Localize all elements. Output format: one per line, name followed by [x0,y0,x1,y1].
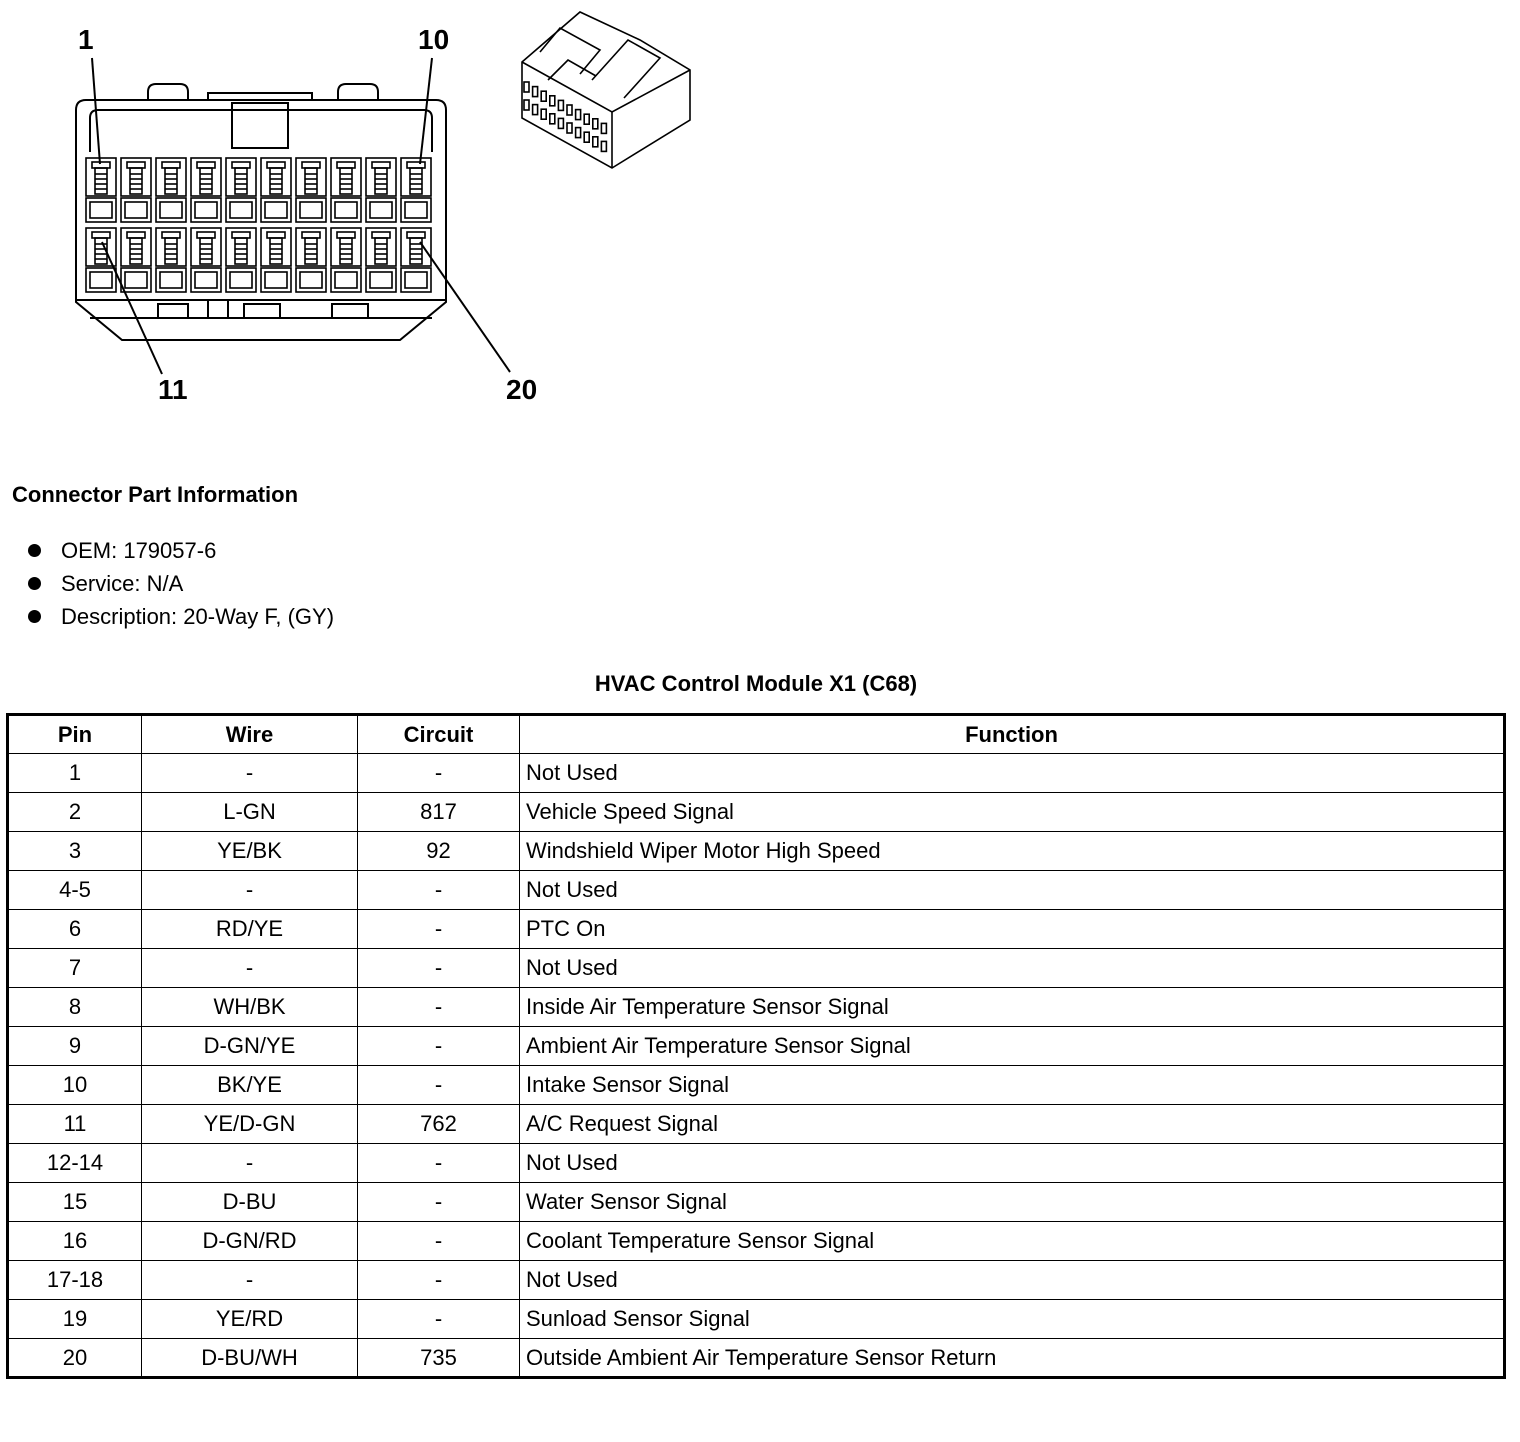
cell-wire: D-GN/YE [142,1027,358,1066]
pin-cavity [86,228,116,266]
table-row [8,1144,1505,1183]
table-row [8,1339,1505,1378]
table-row [8,1105,1505,1144]
pin-cavity [331,158,361,196]
header-wire: Wire [142,715,358,754]
part-info-description [28,600,334,633]
table-row [8,871,1505,910]
cell-function: Not Used [520,949,1505,988]
cell-circuit: 92 [358,832,520,871]
pin-cavity [86,158,116,196]
header-function: Function [520,715,1505,754]
pin-label-1: 1 [78,24,94,55]
cell-function: Sunload Sensor Signal [520,1300,1505,1339]
cell-circuit: - [358,1183,520,1222]
cell-function: PTC On [520,910,1505,949]
cell-function: Vehicle Speed Signal [520,793,1505,832]
cell-function: Intake Sensor Signal [520,1066,1505,1105]
pin-cavity [401,158,431,196]
part-info-service [28,567,334,600]
cell-pin: 9 [8,1027,142,1066]
table-row [8,988,1505,1027]
cell-function: Ambient Air Temperature Sensor Signal [520,1027,1505,1066]
connector-face-diagram [0,0,720,420]
table-row [8,754,1505,793]
cell-circuit: - [358,1300,520,1339]
part-info-text: Service: N/A [61,570,184,596]
pin-label-20: 20 [506,374,538,405]
cell-wire: D-BU/WH [142,1339,358,1378]
pin-label-10: 10 [418,24,450,55]
pin-cavity [366,228,396,266]
pin-cavity [156,158,186,196]
table-row [8,1183,1505,1222]
cell-pin: 12-14 [8,1144,142,1183]
table-row [8,1222,1505,1261]
cell-function: Windshield Wiper Motor High Speed [520,832,1505,871]
table-row [8,1261,1505,1300]
cell-pin: 7 [8,949,142,988]
header-pin: Pin [8,715,142,754]
cell-pin: 19 [8,1300,142,1339]
cell-function: Inside Air Temperature Sensor Signal [520,988,1505,1027]
cell-wire: YE/RD [142,1300,358,1339]
cell-pin: 4-5 [8,871,142,910]
pin-cavity [156,228,186,266]
pin-cavity [121,158,151,196]
part-info-text: Description: 20-Way F, (GY) [61,603,335,629]
cell-circuit: - [358,988,520,1027]
cell-wire: L-GN [142,793,358,832]
cell-circuit: - [358,949,520,988]
bullet-icon [28,544,41,557]
cell-wire: - [142,754,358,793]
cell-circuit: - [358,1222,520,1261]
cell-wire: WH/BK [142,988,358,1027]
table-header-row [8,715,1505,754]
header-circuit: Circuit [358,715,520,754]
cell-wire: - [142,871,358,910]
connector-part-information-heading: Connector Part Information [12,482,299,507]
pin-cavity [331,228,361,266]
cell-wire: D-GN/RD [142,1222,358,1261]
pin-cavity [296,158,326,196]
table-row [8,1027,1505,1066]
cell-pin: 2 [8,793,142,832]
cell-pin: 20 [8,1339,142,1378]
cell-circuit: - [358,1066,520,1105]
cell-circuit: 735 [358,1339,520,1378]
cell-wire: YE/D-GN [142,1105,358,1144]
cell-circuit: - [358,754,520,793]
table-row [8,793,1505,832]
cell-circuit: - [358,1027,520,1066]
cell-circuit: - [358,1261,520,1300]
cell-pin: 16 [8,1222,142,1261]
cell-function: Not Used [520,1144,1505,1183]
cell-function: Outside Ambient Air Temperature Sensor Return [520,1339,1505,1378]
cell-circuit: - [358,910,520,949]
pin-cavity [401,228,431,266]
cell-function: Water Sensor Signal [520,1183,1505,1222]
cell-function: Not Used [520,871,1505,910]
cell-pin: 1 [8,754,142,793]
cell-circuit: 817 [358,793,520,832]
pin-cavity [191,158,221,196]
part-info-text: OEM: 179057-6 [61,537,217,563]
table-row [8,832,1505,871]
cell-wire: RD/YE [142,910,358,949]
pin-cavity [226,158,256,196]
table-row [8,910,1505,949]
table-row [8,949,1505,988]
cell-wire: D-BU [142,1183,358,1222]
cell-wire: - [142,1144,358,1183]
connector-3d-thumbnail [522,12,690,168]
cell-pin: 8 [8,988,142,1027]
cell-function: A/C Request Signal [520,1105,1505,1144]
cell-circuit: - [358,1144,520,1183]
cell-pin: 11 [8,1105,142,1144]
pin-label-11: 11 [158,374,188,405]
cell-pin: 3 [8,832,142,871]
bullet-icon [28,577,41,590]
table-row [8,1066,1505,1105]
cell-pin: 10 [8,1066,142,1105]
connector-part-info-list [28,534,334,633]
cell-wire: - [142,1261,358,1300]
pin-cavity [226,228,256,266]
cell-wire: - [142,949,358,988]
pin-cavity [296,228,326,266]
pin-cavity [121,228,151,266]
cell-wire: BK/YE [142,1066,358,1105]
cell-function: Not Used [520,754,1505,793]
bullet-icon [28,610,41,623]
cell-wire: YE/BK [142,832,358,871]
cell-circuit: 762 [358,1105,520,1144]
pin-cavity [366,158,396,196]
table-row [8,1300,1505,1339]
cell-function: Not Used [520,1261,1505,1300]
pin-cavity [261,228,291,266]
cell-function: Coolant Temperature Sensor Signal [520,1222,1505,1261]
pinout-table [6,713,1506,1379]
cell-pin: 17-18 [8,1261,142,1300]
cell-pin: 6 [8,910,142,949]
pin-cavity [261,158,291,196]
cell-pin: 15 [8,1183,142,1222]
cell-circuit: - [358,871,520,910]
table-title: HVAC Control Module X1 (C68) [594,671,918,696]
part-info-oem [28,534,334,567]
pin-cavity [191,228,221,266]
